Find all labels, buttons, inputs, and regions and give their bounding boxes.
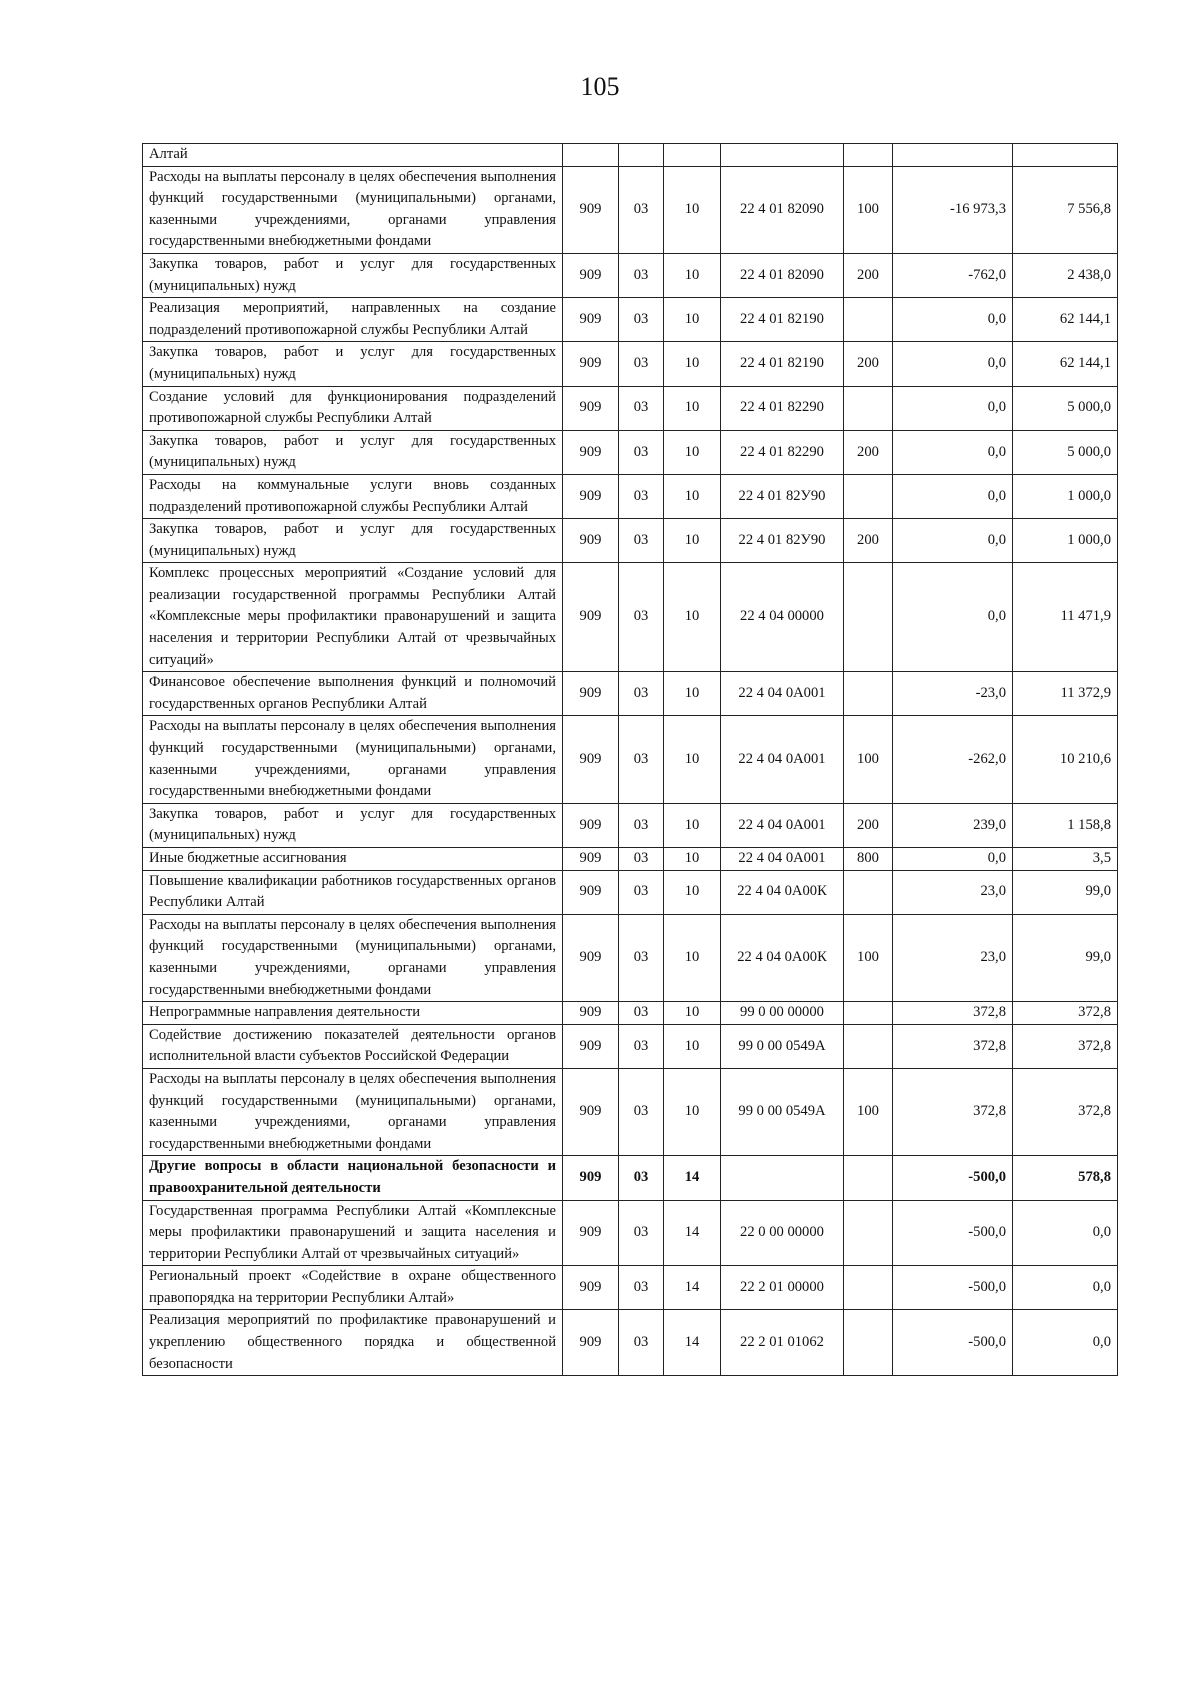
row-admin-code-cell: 909 (563, 166, 619, 253)
row-section-cell: 03 (619, 716, 664, 803)
row-subsection-cell: 14 (664, 1266, 721, 1310)
row-expense-type-cell: 100 (844, 1068, 893, 1155)
row-total-amount-cell: 3,5 (1013, 848, 1118, 871)
row-section-cell: 03 (619, 1024, 664, 1068)
row-section-cell: 03 (619, 386, 664, 430)
row-total-amount-cell: 578,8 (1013, 1156, 1118, 1200)
row-expense-type-cell (844, 1002, 893, 1025)
row-target-code-cell: 22 4 01 82090 (721, 166, 844, 253)
row-admin-code-cell: 909 (563, 1266, 619, 1310)
row-subsection-cell: 14 (664, 1310, 721, 1376)
row-change-amount-cell: 23,0 (893, 870, 1013, 914)
row-admin-code-cell: 909 (563, 870, 619, 914)
row-name-cell: Закупка товаров, работ и услуг для государственных (муниципальных) нужд (143, 430, 563, 474)
row-name-cell: Иные бюджетные ассигнования (143, 848, 563, 871)
row-section-cell: 03 (619, 1200, 664, 1266)
row-target-code-cell: 22 4 01 82У90 (721, 519, 844, 563)
row-subsection-cell: 10 (664, 716, 721, 803)
row-target-code-cell: 99 0 00 0549А (721, 1068, 844, 1155)
row-target-code-cell: 22 2 01 00000 (721, 1266, 844, 1310)
table-row (143, 1156, 1118, 1200)
row-total-amount-cell: 1 000,0 (1013, 519, 1118, 563)
row-admin-code-cell: 909 (563, 342, 619, 386)
row-subsection-cell: 10 (664, 386, 721, 430)
row-target-code-cell: 99 0 00 00000 (721, 1002, 844, 1025)
table-row (143, 298, 1118, 342)
table-row (143, 716, 1118, 803)
row-expense-type-cell (844, 1266, 893, 1310)
row-total-amount-cell: 5 000,0 (1013, 386, 1118, 430)
row-subsection-cell: 10 (664, 166, 721, 253)
row-admin-code-cell: 909 (563, 298, 619, 342)
table-row (143, 870, 1118, 914)
row-subsection-cell: 14 (664, 1156, 721, 1200)
page-number: 105 (580, 72, 620, 101)
row-expense-type-cell: 100 (844, 716, 893, 803)
row-admin-code-cell: 909 (563, 1002, 619, 1025)
row-section-cell: 03 (619, 1266, 664, 1310)
row-subsection-cell: 10 (664, 563, 721, 672)
row-expense-type-cell (844, 870, 893, 914)
table-row (143, 848, 1118, 871)
row-subsection-cell: 10 (664, 803, 721, 847)
row-name-cell: Повышение квалификации работников государственных органов Республики Алтай (143, 870, 563, 914)
row-change-amount-cell: 0,0 (893, 474, 1013, 518)
row-change-amount-cell: 23,0 (893, 914, 1013, 1001)
row-expense-type-cell (844, 298, 893, 342)
row-expense-type-cell: 200 (844, 342, 893, 386)
row-expense-type-cell (844, 672, 893, 716)
row-total-amount-cell: 10 210,6 (1013, 716, 1118, 803)
row-total-amount-cell: 11 471,9 (1013, 563, 1118, 672)
row-change-amount-cell: -500,0 (893, 1156, 1013, 1200)
table-row (143, 1024, 1118, 1068)
row-section-cell: 03 (619, 848, 664, 871)
row-total-amount-cell: 5 000,0 (1013, 430, 1118, 474)
row-admin-code-cell: 909 (563, 1068, 619, 1155)
row-name-cell: Закупка товаров, работ и услуг для государственных (муниципальных) нужд (143, 803, 563, 847)
row-target-code-cell: 22 4 01 82190 (721, 298, 844, 342)
row-target-code-cell: 22 4 04 0А001 (721, 672, 844, 716)
row-change-amount-cell: 0,0 (893, 563, 1013, 672)
row-target-code-cell: 22 4 01 82У90 (721, 474, 844, 518)
row-total-amount-cell: 372,8 (1013, 1068, 1118, 1155)
row-section-cell: 03 (619, 253, 664, 297)
row-name-cell: Расходы на выплаты персоналу в целях обеспечения выполнения функций государственными (муниципальными) органами, казенными учреждениями, органами управления государственными внебюджетными фондами (143, 914, 563, 1001)
table-row (143, 474, 1118, 518)
row-expense-type-cell: 200 (844, 519, 893, 563)
row-total-amount-cell: 7 556,8 (1013, 166, 1118, 253)
row-section-cell: 03 (619, 1068, 664, 1155)
row-target-code-cell: 22 4 04 0А00К (721, 870, 844, 914)
row-name-cell: Расходы на выплаты персоналу в целях обеспечения выполнения функций государственными (муниципальными) органами, казенными учреждениями, органами управления государственными внебюджетными фондами (143, 716, 563, 803)
row-name-cell: Непрограммные направления деятельности (143, 1002, 563, 1025)
table-row (143, 1310, 1118, 1376)
row-subsection-cell: 10 (664, 870, 721, 914)
row-admin-code-cell: 909 (563, 253, 619, 297)
row-name-cell: Создание условий для функционирования подразделений противопожарной службы Республики Алтай (143, 386, 563, 430)
row-target-code-cell: 22 4 04 0А001 (721, 803, 844, 847)
row-total-amount-cell (1013, 144, 1118, 167)
row-subsection-cell: 10 (664, 914, 721, 1001)
row-name-cell: Закупка товаров, работ и услуг для государственных (муниципальных) нужд (143, 519, 563, 563)
row-name-cell: Другие вопросы в области национальной безопасности и правоохранительной деятельности (143, 1156, 563, 1200)
row-subsection-cell: 10 (664, 1024, 721, 1068)
table-body (143, 144, 1118, 1376)
row-admin-code-cell: 909 (563, 1200, 619, 1266)
row-section-cell: 03 (619, 474, 664, 518)
row-change-amount-cell: 372,8 (893, 1002, 1013, 1025)
table-row (143, 1200, 1118, 1266)
table-row (143, 1068, 1118, 1155)
row-change-amount-cell: 0,0 (893, 430, 1013, 474)
row-change-amount-cell: 372,8 (893, 1068, 1013, 1155)
budget-table (142, 143, 1118, 1376)
row-admin-code-cell: 909 (563, 1024, 619, 1068)
row-target-code-cell: 99 0 00 0549А (721, 1024, 844, 1068)
row-section-cell: 03 (619, 519, 664, 563)
row-target-code-cell: 22 4 04 00000 (721, 563, 844, 672)
table-row (143, 386, 1118, 430)
table-row (143, 1266, 1118, 1310)
row-change-amount-cell: 239,0 (893, 803, 1013, 847)
row-expense-type-cell (844, 1156, 893, 1200)
row-subsection-cell: 10 (664, 848, 721, 871)
row-name-cell: Реализация мероприятий по профилактике правонарушений и укреплению общественного порядка и общественной безопасности (143, 1310, 563, 1376)
row-total-amount-cell: 0,0 (1013, 1266, 1118, 1310)
row-subsection-cell: 10 (664, 1002, 721, 1025)
row-name-cell: Расходы на выплаты персоналу в целях обеспечения выполнения функций государственными (муниципальными) органами, казенными учреждениями, органами управления государственными внебюджетными фондами (143, 1068, 563, 1155)
row-change-amount-cell: -23,0 (893, 672, 1013, 716)
row-subsection-cell: 10 (664, 253, 721, 297)
row-name-cell: Региональный проект «Содействие в охране общественного правопорядка на территории Республики Алтай» (143, 1266, 563, 1310)
row-section-cell: 03 (619, 803, 664, 847)
row-target-code-cell: 22 4 01 82290 (721, 430, 844, 474)
row-target-code-cell: 22 4 04 0А00К (721, 914, 844, 1001)
row-section-cell: 03 (619, 870, 664, 914)
row-admin-code-cell: 909 (563, 1156, 619, 1200)
row-total-amount-cell: 1 158,8 (1013, 803, 1118, 847)
table-row (143, 144, 1118, 167)
row-subsection-cell: 10 (664, 1068, 721, 1155)
row-target-code-cell (721, 144, 844, 167)
table-row (143, 166, 1118, 253)
row-total-amount-cell: 62 144,1 (1013, 342, 1118, 386)
row-admin-code-cell: 909 (563, 1310, 619, 1376)
row-change-amount-cell: -500,0 (893, 1266, 1013, 1310)
row-change-amount-cell: -262,0 (893, 716, 1013, 803)
row-change-amount-cell (893, 144, 1013, 167)
row-target-code-cell: 22 4 01 82290 (721, 386, 844, 430)
row-section-cell: 03 (619, 430, 664, 474)
row-expense-type-cell (844, 474, 893, 518)
row-change-amount-cell: -16 973,3 (893, 166, 1013, 253)
row-admin-code-cell: 909 (563, 430, 619, 474)
row-name-cell: Расходы на коммунальные услуги вновь созданных подразделений противопожарной службы Республики Алтай (143, 474, 563, 518)
row-expense-type-cell: 200 (844, 253, 893, 297)
table-row (143, 519, 1118, 563)
row-change-amount-cell: -762,0 (893, 253, 1013, 297)
row-target-code-cell (721, 1156, 844, 1200)
row-section-cell: 03 (619, 1310, 664, 1376)
row-change-amount-cell: 0,0 (893, 519, 1013, 563)
row-target-code-cell: 22 4 04 0А001 (721, 716, 844, 803)
row-total-amount-cell: 1 000,0 (1013, 474, 1118, 518)
row-name-cell: Алтай (143, 144, 563, 167)
table-row (143, 563, 1118, 672)
row-total-amount-cell: 2 438,0 (1013, 253, 1118, 297)
row-subsection-cell: 10 (664, 474, 721, 518)
row-subsection-cell: 10 (664, 672, 721, 716)
table-row (143, 914, 1118, 1001)
row-section-cell: 03 (619, 298, 664, 342)
row-section-cell: 03 (619, 914, 664, 1001)
table-row (143, 1002, 1118, 1025)
row-change-amount-cell: 0,0 (893, 342, 1013, 386)
row-admin-code-cell: 909 (563, 672, 619, 716)
row-admin-code-cell: 909 (563, 848, 619, 871)
row-subsection-cell: 10 (664, 519, 721, 563)
row-total-amount-cell: 11 372,9 (1013, 672, 1118, 716)
row-change-amount-cell: 0,0 (893, 386, 1013, 430)
row-change-amount-cell: 0,0 (893, 848, 1013, 871)
table-row (143, 672, 1118, 716)
row-name-cell: Финансовое обеспечение выполнения функций и полномочий государственных органов Республики Алтай (143, 672, 563, 716)
row-subsection-cell: 10 (664, 430, 721, 474)
row-section-cell: 03 (619, 166, 664, 253)
row-target-code-cell: 22 4 01 82090 (721, 253, 844, 297)
row-section-cell: 03 (619, 1002, 664, 1025)
row-section-cell: 03 (619, 1156, 664, 1200)
row-total-amount-cell: 0,0 (1013, 1200, 1118, 1266)
row-expense-type-cell (844, 386, 893, 430)
row-admin-code-cell: 909 (563, 519, 619, 563)
row-target-code-cell: 22 0 00 00000 (721, 1200, 844, 1266)
row-admin-code-cell: 909 (563, 914, 619, 1001)
row-expense-type-cell: 800 (844, 848, 893, 871)
row-admin-code-cell: 909 (563, 716, 619, 803)
row-admin-code-cell (563, 144, 619, 167)
row-admin-code-cell: 909 (563, 563, 619, 672)
row-expense-type-cell (844, 144, 893, 167)
row-expense-type-cell (844, 1024, 893, 1068)
row-change-amount-cell: 0,0 (893, 298, 1013, 342)
row-admin-code-cell: 909 (563, 474, 619, 518)
row-name-cell: Реализация мероприятий, направленных на создание подразделений противопожарной службы Республики Алтай (143, 298, 563, 342)
row-section-cell: 03 (619, 563, 664, 672)
row-subsection-cell: 14 (664, 1200, 721, 1266)
table-row (143, 803, 1118, 847)
row-total-amount-cell: 62 144,1 (1013, 298, 1118, 342)
row-admin-code-cell: 909 (563, 386, 619, 430)
row-admin-code-cell: 909 (563, 803, 619, 847)
table-row (143, 342, 1118, 386)
row-name-cell: Комплекс процессных мероприятий «Создание условий для реализации государственной программы Республики Алтай «Комплексные меры профилактики правонарушений и защита населения и территории Республики Алтай от чрезвычайных ситуаций» (143, 563, 563, 672)
table-row (143, 253, 1118, 297)
row-subsection-cell: 10 (664, 342, 721, 386)
row-total-amount-cell: 372,8 (1013, 1002, 1118, 1025)
row-expense-type-cell (844, 1310, 893, 1376)
row-name-cell: Расходы на выплаты персоналу в целях обеспечения выполнения функций государственными (муниципальными) органами, казенными учреждениями, органами управления государственными внебюджетными фондами (143, 166, 563, 253)
table-row (143, 430, 1118, 474)
row-change-amount-cell: -500,0 (893, 1200, 1013, 1266)
row-expense-type-cell: 200 (844, 430, 893, 474)
row-subsection-cell (664, 144, 721, 167)
row-expense-type-cell (844, 563, 893, 672)
row-total-amount-cell: 372,8 (1013, 1024, 1118, 1068)
row-change-amount-cell: 372,8 (893, 1024, 1013, 1068)
row-change-amount-cell: -500,0 (893, 1310, 1013, 1376)
row-expense-type-cell: 100 (844, 914, 893, 1001)
row-name-cell: Закупка товаров, работ и услуг для государственных (муниципальных) нужд (143, 253, 563, 297)
row-target-code-cell: 22 4 04 0А001 (721, 848, 844, 871)
row-expense-type-cell (844, 1200, 893, 1266)
row-section-cell: 03 (619, 672, 664, 716)
row-expense-type-cell: 200 (844, 803, 893, 847)
row-total-amount-cell: 0,0 (1013, 1310, 1118, 1376)
row-total-amount-cell: 99,0 (1013, 870, 1118, 914)
row-target-code-cell: 22 4 01 82190 (721, 342, 844, 386)
row-expense-type-cell: 100 (844, 166, 893, 253)
row-name-cell: Государственная программа Республики Алтай «Комплексные меры профилактики правонарушений и защита населения и территории Республики Алтай от чрезвычайных ситуаций» (143, 1200, 563, 1266)
row-name-cell: Содействие достижению показателей деятельности органов исполнительной власти субъектов Российской Федерации (143, 1024, 563, 1068)
row-total-amount-cell: 99,0 (1013, 914, 1118, 1001)
row-section-cell (619, 144, 664, 167)
row-name-cell: Закупка товаров, работ и услуг для государственных (муниципальных) нужд (143, 342, 563, 386)
row-section-cell: 03 (619, 342, 664, 386)
row-subsection-cell: 10 (664, 298, 721, 342)
row-target-code-cell: 22 2 01 01062 (721, 1310, 844, 1376)
